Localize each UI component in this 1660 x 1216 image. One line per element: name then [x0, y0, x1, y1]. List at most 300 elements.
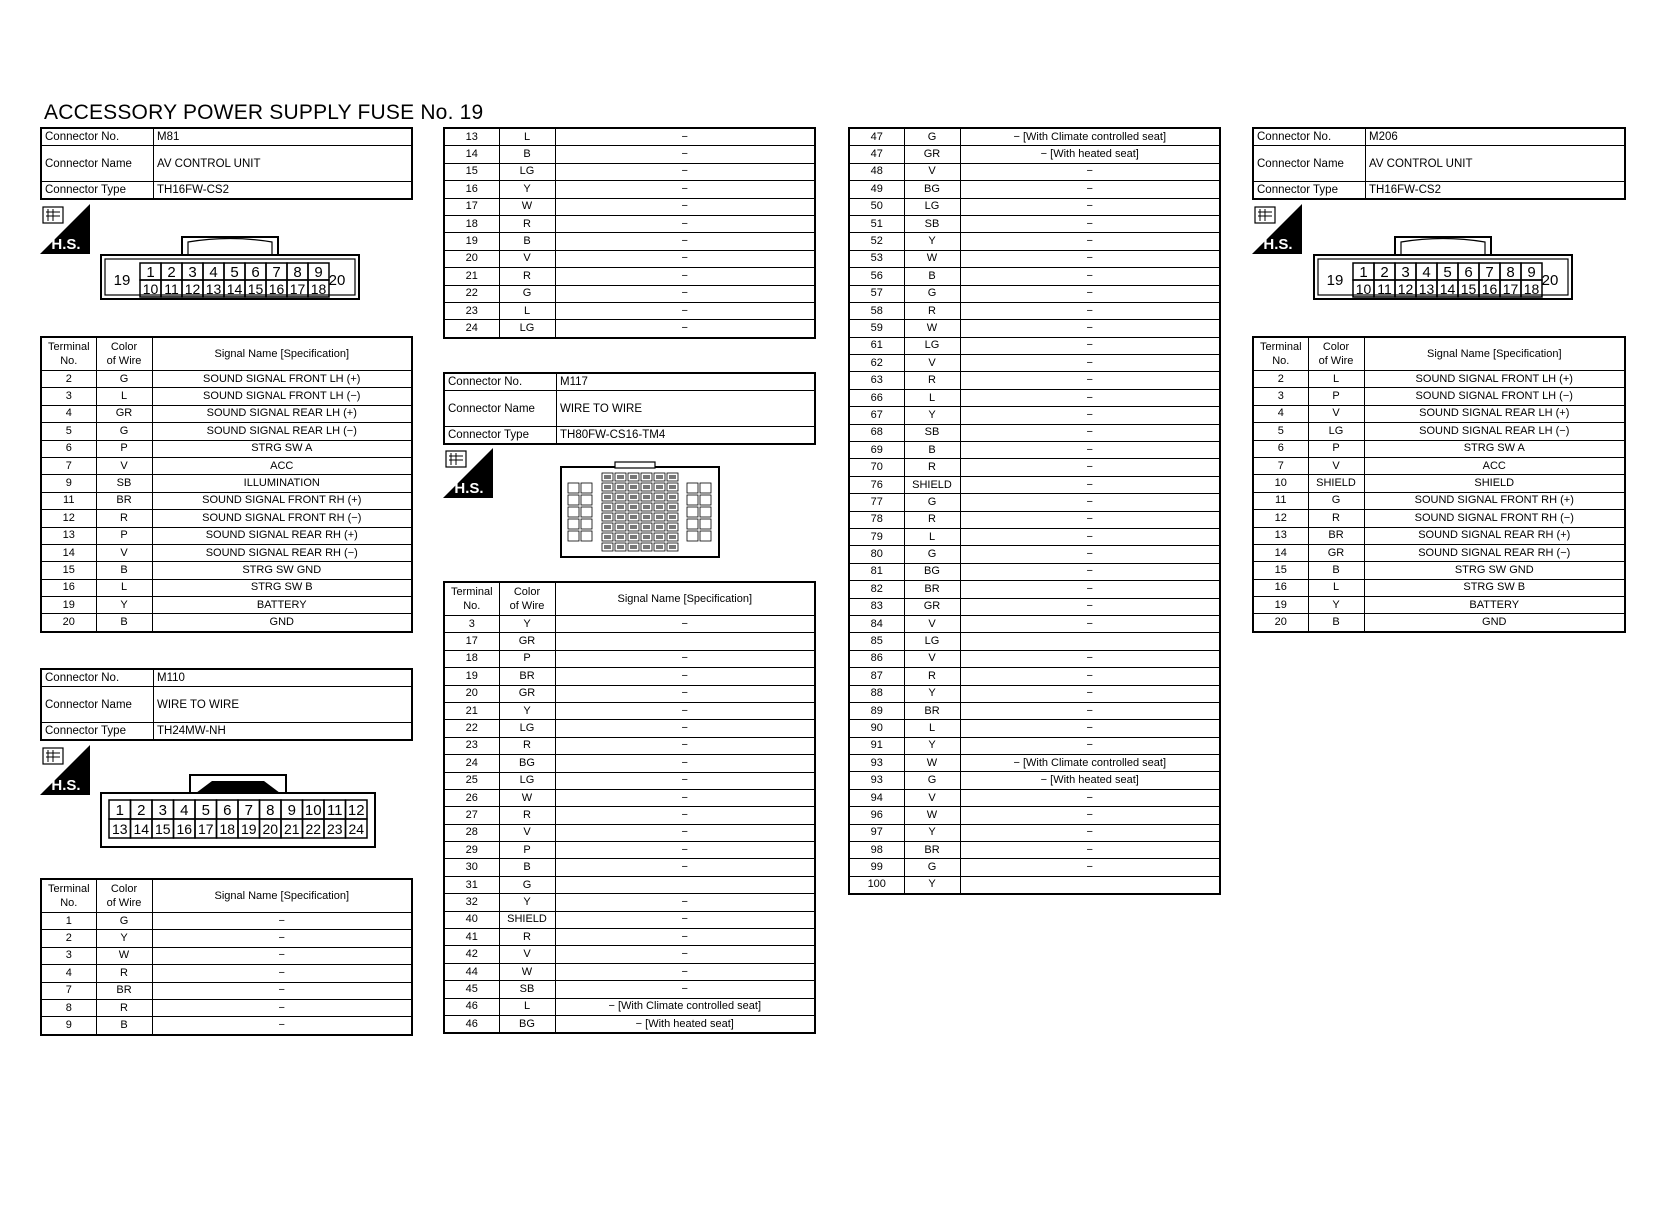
- table-header: [41, 879, 412, 913]
- signal-name-cell: −: [960, 685, 1220, 702]
- signal-name-cell: −: [960, 824, 1220, 841]
- terminal-cell: 85: [849, 633, 904, 650]
- pin-number: 3: [158, 802, 167, 819]
- terminal-cell: 89: [849, 702, 904, 719]
- pin-number: 2: [167, 264, 176, 281]
- signal-name-cell: −: [960, 320, 1220, 337]
- terminal-cell: 56: [849, 268, 904, 285]
- table-row: [849, 320, 1220, 337]
- terminal-cell: 9: [41, 1017, 96, 1035]
- terminal-cell: 82: [849, 581, 904, 598]
- signal-name-cell: [555, 633, 815, 650]
- terminal-cell: 14: [41, 544, 96, 561]
- signal-name-cell: −: [555, 285, 815, 302]
- terminal-cell: 7: [41, 982, 96, 999]
- table-row: [849, 355, 1220, 372]
- table-row: [849, 685, 1220, 702]
- table-row: [41, 510, 412, 527]
- signal-name-cell: SOUND SIGNAL FRONT LH (+): [152, 371, 412, 388]
- terminal-cell: 7: [41, 457, 96, 474]
- terminal-cell: 20: [41, 614, 96, 632]
- pin-number: 2: [137, 802, 146, 819]
- table-row: [41, 544, 412, 561]
- connector-name-label: Connector Name: [41, 146, 154, 182]
- wire-color-cell: GR: [1308, 544, 1364, 561]
- table-row: [41, 930, 412, 947]
- pin-number: 20: [262, 821, 279, 837]
- signal-name-cell: −: [960, 198, 1220, 215]
- table-row: [444, 668, 815, 685]
- connector-no-value: M110: [154, 669, 413, 687]
- table-row: [849, 633, 1220, 650]
- signal-name-cell: −: [960, 737, 1220, 754]
- table-row: [41, 423, 412, 440]
- table-row: [444, 285, 815, 302]
- wire-color-cell: BR: [1308, 527, 1364, 544]
- table-row: [41, 440, 412, 457]
- signal-name-cell: −: [960, 581, 1220, 598]
- wire-color-cell: B: [1308, 614, 1364, 632]
- terminal-cell: 4: [1253, 405, 1308, 422]
- color-of-wire-header: Color of Wire: [1308, 337, 1364, 371]
- pin-number: 10: [142, 281, 159, 297]
- table-row: [1253, 614, 1625, 632]
- table-row: [444, 789, 815, 806]
- table-row: [849, 511, 1220, 528]
- table-row: [41, 562, 412, 579]
- signal-name-cell: −: [555, 894, 815, 911]
- terminal-cell: 9: [41, 475, 96, 492]
- signal-name-cell: −: [555, 128, 815, 146]
- table-row: [444, 128, 815, 146]
- harness-side-badge: [40, 204, 90, 259]
- terminal-cell: 67: [849, 407, 904, 424]
- terminal-cell: 15: [444, 163, 499, 180]
- wire-color-cell: L: [96, 388, 152, 405]
- terminal-cell: 13: [444, 128, 499, 146]
- signal-name-cell: −: [555, 824, 815, 841]
- table-row: [1253, 371, 1625, 388]
- signal-name-cell: STRG SW A: [152, 440, 412, 457]
- table-row: [849, 755, 1220, 772]
- terminal-cell: 19: [41, 597, 96, 614]
- signal-name-cell: −: [555, 668, 815, 685]
- pin-number: 12: [184, 281, 201, 297]
- terminal-cell: 51: [849, 215, 904, 232]
- wire-color-cell: G: [1308, 492, 1364, 509]
- terminal-cell: 94: [849, 789, 904, 806]
- wire-color-cell: LG: [499, 163, 555, 180]
- terminal-cell: 4: [41, 965, 96, 982]
- signal-name-cell: STRG SW A: [1364, 440, 1625, 457]
- signal-name-cell: ILLUMINATION: [152, 475, 412, 492]
- signal-name-cell: −: [960, 789, 1220, 806]
- terminal-cell: 29: [444, 842, 499, 859]
- signal-name-cell: SOUND SIGNAL REAR RH (−): [1364, 544, 1625, 561]
- pin-number: 19: [240, 821, 257, 837]
- terminal-cell: 17: [444, 198, 499, 215]
- terminal-cell: 23: [444, 302, 499, 319]
- connector-name-value: WIRE TO WIRE: [154, 687, 413, 723]
- connector-name-value: WIRE TO WIRE: [557, 391, 816, 427]
- wire-color-cell: R: [96, 999, 152, 1016]
- signal-name-cell: −: [960, 389, 1220, 406]
- terminal-cell: 5: [1253, 423, 1308, 440]
- wire-color-cell: W: [96, 947, 152, 964]
- signal-name-cell: − [With heated seat]: [960, 146, 1220, 163]
- terminal-cell: 70: [849, 459, 904, 476]
- signal-name-cell: [960, 876, 1220, 894]
- table-row: [41, 597, 412, 614]
- wire-color-cell: G: [96, 423, 152, 440]
- wire-color-cell: W: [904, 755, 960, 772]
- terminal-cell: 87: [849, 668, 904, 685]
- wire-color-cell: Y: [499, 894, 555, 911]
- page-title: ACCESSORY POWER SUPPLY FUSE No. 19: [44, 101, 484, 124]
- table-row: [849, 181, 1220, 198]
- table-row: [849, 494, 1220, 511]
- table-row: [444, 702, 815, 719]
- table-row: [444, 963, 815, 980]
- m110-terminal-table-continued: [443, 127, 816, 339]
- signal-name-cell: −: [960, 459, 1220, 476]
- terminal-cell: 50: [849, 198, 904, 215]
- terminal-cell: 57: [849, 285, 904, 302]
- m206-terminal-table: [1252, 336, 1626, 633]
- table-row: [444, 720, 815, 737]
- signal-name-cell: −: [555, 911, 815, 928]
- terminal-cell: 20: [1253, 614, 1308, 632]
- table-row: [1253, 527, 1625, 544]
- wire-color-cell: G: [904, 546, 960, 563]
- wire-color-cell: Y: [499, 702, 555, 719]
- wire-color-cell: L: [499, 998, 555, 1015]
- signal-name-cell: −: [960, 720, 1220, 737]
- table-row: [849, 737, 1220, 754]
- table-row: [444, 268, 815, 285]
- signal-name-cell: STRG SW B: [1364, 579, 1625, 596]
- terminal-cell: 30: [444, 859, 499, 876]
- table-row: [444, 911, 815, 928]
- wire-color-cell: B: [1308, 562, 1364, 579]
- wire-color-cell: BR: [904, 581, 960, 598]
- signal-name-cell: −: [555, 946, 815, 963]
- terminal-cell: 7: [1253, 457, 1308, 474]
- table-row: [849, 528, 1220, 545]
- wire-color-cell: W: [499, 789, 555, 806]
- signal-name-cell: −: [555, 702, 815, 719]
- wire-color-cell: G: [904, 128, 960, 146]
- connector-type-value: TH80FW-CS16-TM4: [557, 427, 816, 445]
- wire-color-cell: R: [904, 372, 960, 389]
- signal-name-header: Signal Name [Specification]: [555, 582, 815, 616]
- wire-color-cell: BR: [904, 702, 960, 719]
- terminal-cell: 20: [444, 685, 499, 702]
- pin-number: 8: [1506, 264, 1515, 281]
- pin-number: 14: [226, 281, 243, 297]
- table-row: [1253, 475, 1625, 492]
- signal-name-cell: −: [960, 859, 1220, 876]
- wire-color-cell: Y: [1308, 597, 1364, 614]
- table-row: [41, 947, 412, 964]
- color-of-wire-header: Color of Wire: [499, 582, 555, 616]
- table-row: [849, 389, 1220, 406]
- table-row: [444, 302, 815, 319]
- signal-name-cell: −: [555, 198, 815, 215]
- pin-number: 18: [1523, 281, 1540, 297]
- pin-number: 10: [1355, 281, 1372, 297]
- connector-name-value: AV CONTROL UNIT: [154, 146, 413, 182]
- table-row: [444, 233, 815, 250]
- table-row: [1253, 423, 1625, 440]
- signal-name-cell: −: [555, 250, 815, 267]
- signal-name-cell: −: [960, 407, 1220, 424]
- signal-name-cell: SOUND SIGNAL REAR LH (−): [152, 423, 412, 440]
- pin-number: 20: [328, 272, 346, 289]
- signal-name-cell: −: [960, 285, 1220, 302]
- signal-name-header: Signal Name [Specification]: [152, 337, 412, 371]
- table-header: [41, 337, 412, 371]
- pin-number: 13: [1418, 281, 1435, 297]
- wire-color-cell: V: [96, 544, 152, 561]
- terminal-cell: 12: [1253, 510, 1308, 527]
- table-row: [849, 128, 1220, 146]
- pin-number: 8: [293, 264, 302, 281]
- pin-number: 15: [1460, 281, 1477, 297]
- terminal-cell: 24: [444, 320, 499, 338]
- wire-color-cell: GR: [904, 598, 960, 615]
- signal-name-cell: −: [555, 302, 815, 319]
- table-row: [849, 372, 1220, 389]
- table-row: [444, 633, 815, 650]
- signal-name-cell: −: [152, 1017, 412, 1035]
- signal-name-cell: STRG SW GND: [1364, 562, 1625, 579]
- table-row: [1253, 579, 1625, 596]
- pin-number: 7: [244, 802, 253, 819]
- wire-color-cell: LG: [499, 720, 555, 737]
- pin-number: 4: [1422, 264, 1431, 281]
- m81-connector-face: [100, 233, 360, 306]
- signal-name-cell: −: [960, 807, 1220, 824]
- signal-name-cell: −: [555, 181, 815, 198]
- terminal-cell: 49: [849, 181, 904, 198]
- terminal-cell: 19: [1253, 597, 1308, 614]
- wire-color-cell: B: [904, 268, 960, 285]
- table-row: [41, 982, 412, 999]
- terminal-cell: 4: [41, 405, 96, 422]
- terminal-cell: 6: [41, 440, 96, 457]
- table-row: [849, 302, 1220, 319]
- terminal-cell: 84: [849, 615, 904, 632]
- signal-name-cell: −: [555, 233, 815, 250]
- pin-number: 15: [247, 281, 264, 297]
- table-row: [849, 824, 1220, 841]
- pin-number: 3: [1401, 264, 1410, 281]
- table-row: [1253, 440, 1625, 457]
- table-row: [41, 999, 412, 1016]
- wire-color-cell: R: [1308, 510, 1364, 527]
- table-row: [849, 615, 1220, 632]
- signal-name-cell: − [With Climate controlled seat]: [960, 128, 1220, 146]
- table-row: [444, 1015, 815, 1033]
- signal-name-cell: [960, 633, 1220, 650]
- table-row: [41, 527, 412, 544]
- wire-color-cell: R: [499, 929, 555, 946]
- terminal-cell: 46: [444, 1015, 499, 1033]
- wire-color-cell: Y: [904, 233, 960, 250]
- terminal-cell: 77: [849, 494, 904, 511]
- wire-color-cell: Y: [904, 824, 960, 841]
- table-row: [849, 163, 1220, 180]
- signal-name-cell: GND: [152, 614, 412, 632]
- wire-color-cell: G: [904, 494, 960, 511]
- terminal-cell: 16: [41, 579, 96, 596]
- table-row: [1253, 388, 1625, 405]
- signal-name-cell: SOUND SIGNAL FRONT LH (+): [1364, 371, 1625, 388]
- wire-color-cell: B: [96, 562, 152, 579]
- signal-name-cell: −: [555, 685, 815, 702]
- pin-number: 19: [1326, 272, 1344, 289]
- terminal-cell: 21: [444, 268, 499, 285]
- signal-name-cell: SHIELD: [1364, 475, 1625, 492]
- signal-name-cell: SOUND SIGNAL REAR RH (+): [1364, 527, 1625, 544]
- table-row: [849, 720, 1220, 737]
- signal-name-cell: −: [555, 650, 815, 667]
- terminal-cell: 20: [444, 250, 499, 267]
- terminal-cell: 99: [849, 859, 904, 876]
- terminal-cell: 10: [1253, 475, 1308, 492]
- connector-type-label: Connector Type: [1253, 182, 1366, 200]
- wire-color-cell: V: [1308, 405, 1364, 422]
- color-of-wire-header: Color of Wire: [96, 879, 152, 913]
- pin-number: 24: [348, 821, 365, 837]
- harness-side-badge: [40, 745, 90, 800]
- signal-name-cell: −: [960, 598, 1220, 615]
- signal-name-cell: STRG SW B: [152, 579, 412, 596]
- wire-color-cell: W: [904, 807, 960, 824]
- pin-number: 13: [111, 821, 128, 837]
- wire-color-cell: B: [499, 233, 555, 250]
- table-row: [444, 163, 815, 180]
- signal-name-cell: −: [555, 859, 815, 876]
- terminal-cell: 2: [1253, 371, 1308, 388]
- table-header: [444, 582, 815, 616]
- table-row: [41, 965, 412, 982]
- wire-color-cell: V: [499, 946, 555, 963]
- m117-connector-face: [560, 461, 720, 566]
- connector-no-value: M117: [557, 373, 816, 391]
- wire-color-cell: LG: [1308, 423, 1364, 440]
- terminal-cell: 5: [41, 423, 96, 440]
- wire-color-cell: P: [1308, 440, 1364, 457]
- terminal-no-header: Terminal No.: [41, 879, 96, 913]
- table-row: [849, 250, 1220, 267]
- table-row: [41, 614, 412, 632]
- signal-name-cell: SOUND SIGNAL REAR LH (−): [1364, 423, 1625, 440]
- signal-name-cell: −: [960, 702, 1220, 719]
- table-row: [444, 685, 815, 702]
- terminal-cell: 32: [444, 894, 499, 911]
- terminal-cell: 62: [849, 355, 904, 372]
- signal-name-cell: −: [960, 528, 1220, 545]
- table-row: [849, 772, 1220, 789]
- terminal-cell: 3: [41, 947, 96, 964]
- signal-name-cell: −: [555, 981, 815, 998]
- wire-color-cell: Y: [499, 616, 555, 633]
- signal-name-cell: −: [960, 494, 1220, 511]
- terminal-cell: 19: [444, 233, 499, 250]
- signal-name-cell: −: [960, 268, 1220, 285]
- table-row: [444, 250, 815, 267]
- wire-color-cell: GR: [499, 685, 555, 702]
- table-row: [444, 824, 815, 841]
- table-row: [444, 146, 815, 163]
- table-row: [444, 737, 815, 754]
- table-row: [1253, 457, 1625, 474]
- terminal-cell: 8: [41, 999, 96, 1016]
- wire-color-cell: BG: [904, 181, 960, 198]
- wire-color-cell: SB: [904, 424, 960, 441]
- table-row: [849, 859, 1220, 876]
- terminal-cell: 12: [41, 510, 96, 527]
- signal-name-cell: −: [555, 963, 815, 980]
- table-row: [849, 285, 1220, 302]
- pin-number: 1: [146, 264, 155, 281]
- m117-info-table: [443, 372, 816, 445]
- terminal-cell: 1: [41, 913, 96, 930]
- table-row: [849, 876, 1220, 894]
- table-row: [41, 1017, 412, 1035]
- hs-label: H.S.: [1263, 236, 1293, 253]
- wire-color-cell: B: [499, 859, 555, 876]
- terminal-cell: 93: [849, 755, 904, 772]
- terminal-no-header: Terminal No.: [1253, 337, 1308, 371]
- table-row: [849, 598, 1220, 615]
- wire-color-cell: V: [904, 355, 960, 372]
- signal-name-cell: −: [960, 250, 1220, 267]
- pin-number: 6: [223, 802, 232, 819]
- connector-no-label: Connector No.: [1253, 128, 1366, 146]
- pin-number: 17: [1502, 281, 1519, 297]
- signal-name-cell: −: [960, 668, 1220, 685]
- wire-color-cell: G: [499, 876, 555, 893]
- pin-number: 4: [209, 264, 218, 281]
- wire-color-cell: L: [499, 128, 555, 146]
- terminal-cell: 3: [444, 616, 499, 633]
- terminal-cell: 83: [849, 598, 904, 615]
- connector-name-label: Connector Name: [41, 687, 154, 723]
- signal-name-cell: −: [960, 163, 1220, 180]
- pin-number: 7: [1485, 264, 1494, 281]
- wire-color-cell: BR: [499, 668, 555, 685]
- wire-color-cell: R: [96, 965, 152, 982]
- signal-name-cell: −: [555, 772, 815, 789]
- wire-color-cell: GR: [96, 405, 152, 422]
- signal-name-cell: −: [960, 442, 1220, 459]
- terminal-cell: 47: [849, 128, 904, 146]
- wire-color-cell: V: [96, 457, 152, 474]
- terminal-cell: 15: [41, 562, 96, 579]
- wire-color-cell: R: [904, 302, 960, 319]
- terminal-cell: 40: [444, 911, 499, 928]
- terminal-cell: 41: [444, 929, 499, 946]
- terminal-cell: 3: [1253, 388, 1308, 405]
- signal-name-cell: −: [960, 215, 1220, 232]
- table-row: [444, 842, 815, 859]
- terminal-cell: 58: [849, 302, 904, 319]
- signal-name-cell: ACC: [152, 457, 412, 474]
- signal-name-cell: −: [960, 372, 1220, 389]
